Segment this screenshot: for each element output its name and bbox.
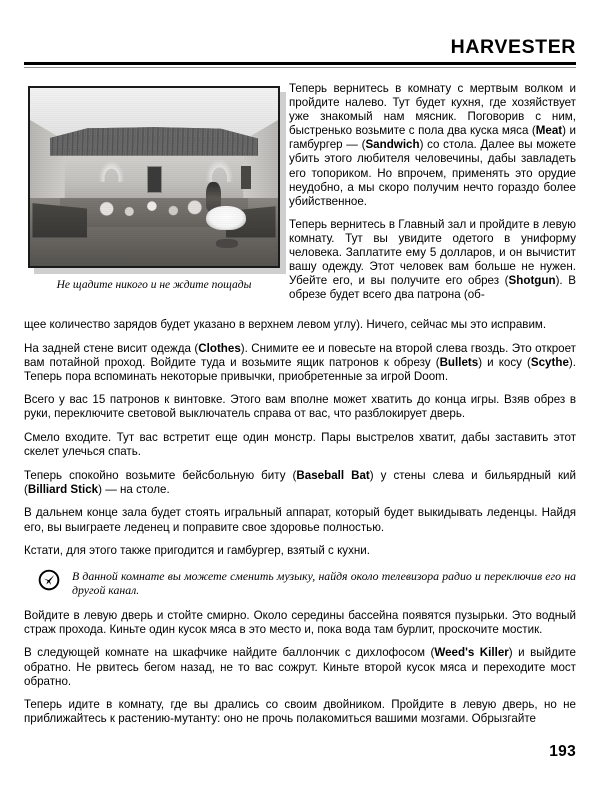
- page-number: 193: [549, 743, 576, 760]
- note-callout: [24, 568, 576, 598]
- paragraph: Всего у вас 15 патронов к винтовке. Этого вам вполне может хватить до конца игры. Взяв обрез в руки, переключите световой выключатель справа от вас, что разблокирует дверь.: [24, 393, 576, 421]
- page-title: HARVESTER: [450, 36, 576, 58]
- paragraph: Теперь спокойно возьмите бейсбольную биту (Baseball Bat) у стены слева и бильярдный кий (Billiard Stick) — на столе.: [24, 468, 576, 496]
- paragraph: щее количество зарядов будет указано в верхнем левом углу). Ничего, сейчас мы это исправим.: [24, 318, 547, 331]
- header-rule-thin: [24, 67, 576, 68]
- paragraph: В дальнем конце зала будет стоять игральный аппарат, который будет выкидывать леденцы. Найдя его, вы выиграете леденец и поправите свое здоровье полностью.: [24, 506, 576, 534]
- paragraph: Смело входите. Тут вас встретит еще один монстр. Пары выстрелов хватит, дабы заставить этот скелет улечься спать.: [24, 431, 576, 459]
- text-column-right: [289, 82, 576, 311]
- header-rule-thick: [24, 62, 576, 65]
- paragraph: Кстати, для этого также пригодится и гамбургер, взятый с кухни.: [24, 544, 370, 558]
- scene-grain-overlay: [30, 88, 278, 266]
- paragraph: Войдите в левую дверь и стойте смирно. Около середины бассейна появятся пузырьки. Это водный страж прохода. Киньте один кусок мяса в это место и, пока вода там бурлит, проскочите мостик.: [24, 608, 576, 636]
- page-header: [24, 36, 576, 70]
- paragraph: На задней стене висит одежда (Clothes). Снимите ее и повесьте на второй слева гвоздь. Это откроет вам потайной проход. Войдите туда и возьмите ящик патронов к обрезу (Bullets) и косу (Scythe). Теперь пора вспоминать некоторые привычки, приобретенные за игрой Doom.: [24, 341, 576, 383]
- text-full-width: [24, 318, 576, 736]
- screenshot-scene: [30, 88, 278, 266]
- paragraph: Теперь идите в комнату, где вы дрались со своим двойником. Пройдите в левую дверь, но не приближайтесь к растению-мутанту: оно не прочь полакомиться вашими мозгами. Обрызгайте: [24, 698, 576, 726]
- paragraph: В следующей комнате на шкафчике найдите баллончик с дихлофосом (Weed's Killer) и выйдите обратно. Не рвитесь бегом назад, не то вас сожрут. Киньте второй кусок мяса и переходите мост обратно.: [24, 646, 576, 688]
- figure-image: [28, 86, 280, 268]
- paragraph: Теперь вернитесь в Главный зал и пройдите в левую комнату. Тут вы увидите одетого в униформу человека. Заплатите ему 5 долларов, и он вычистит вашу одежду. Этот человек вам больше не нужен. Убейте его, и вы получите его обрез (Shotgun). В обрезе будет всего два патрона (об-: [289, 217, 576, 302]
- note-bird-circle-icon: [38, 569, 60, 591]
- paragraph: Теперь вернитесь в комнату с мертвым волком и пройдите налево. Тут будет кухня, где хозяйствует уже знакомый нам мясник. Поговорив с ним, быстренько возьмите с пола два куска мяса (Meat) и гамбургер — (Sandwich) со стола. Далее вы можете убить этого любителя человечины, дабы завладеть его топориком. Но впрочем, применять это орудие неудобно, а мы скоро получим нечто гораздо более убийственное.: [289, 82, 576, 208]
- note-text: В данной комнате вы можете сменить музыку, найдя около телевизора радио и переключив его на другой канал.: [72, 568, 576, 598]
- figure-caption: Не щадите никого и не ждите пощады: [56, 279, 252, 291]
- figure: [28, 86, 280, 292]
